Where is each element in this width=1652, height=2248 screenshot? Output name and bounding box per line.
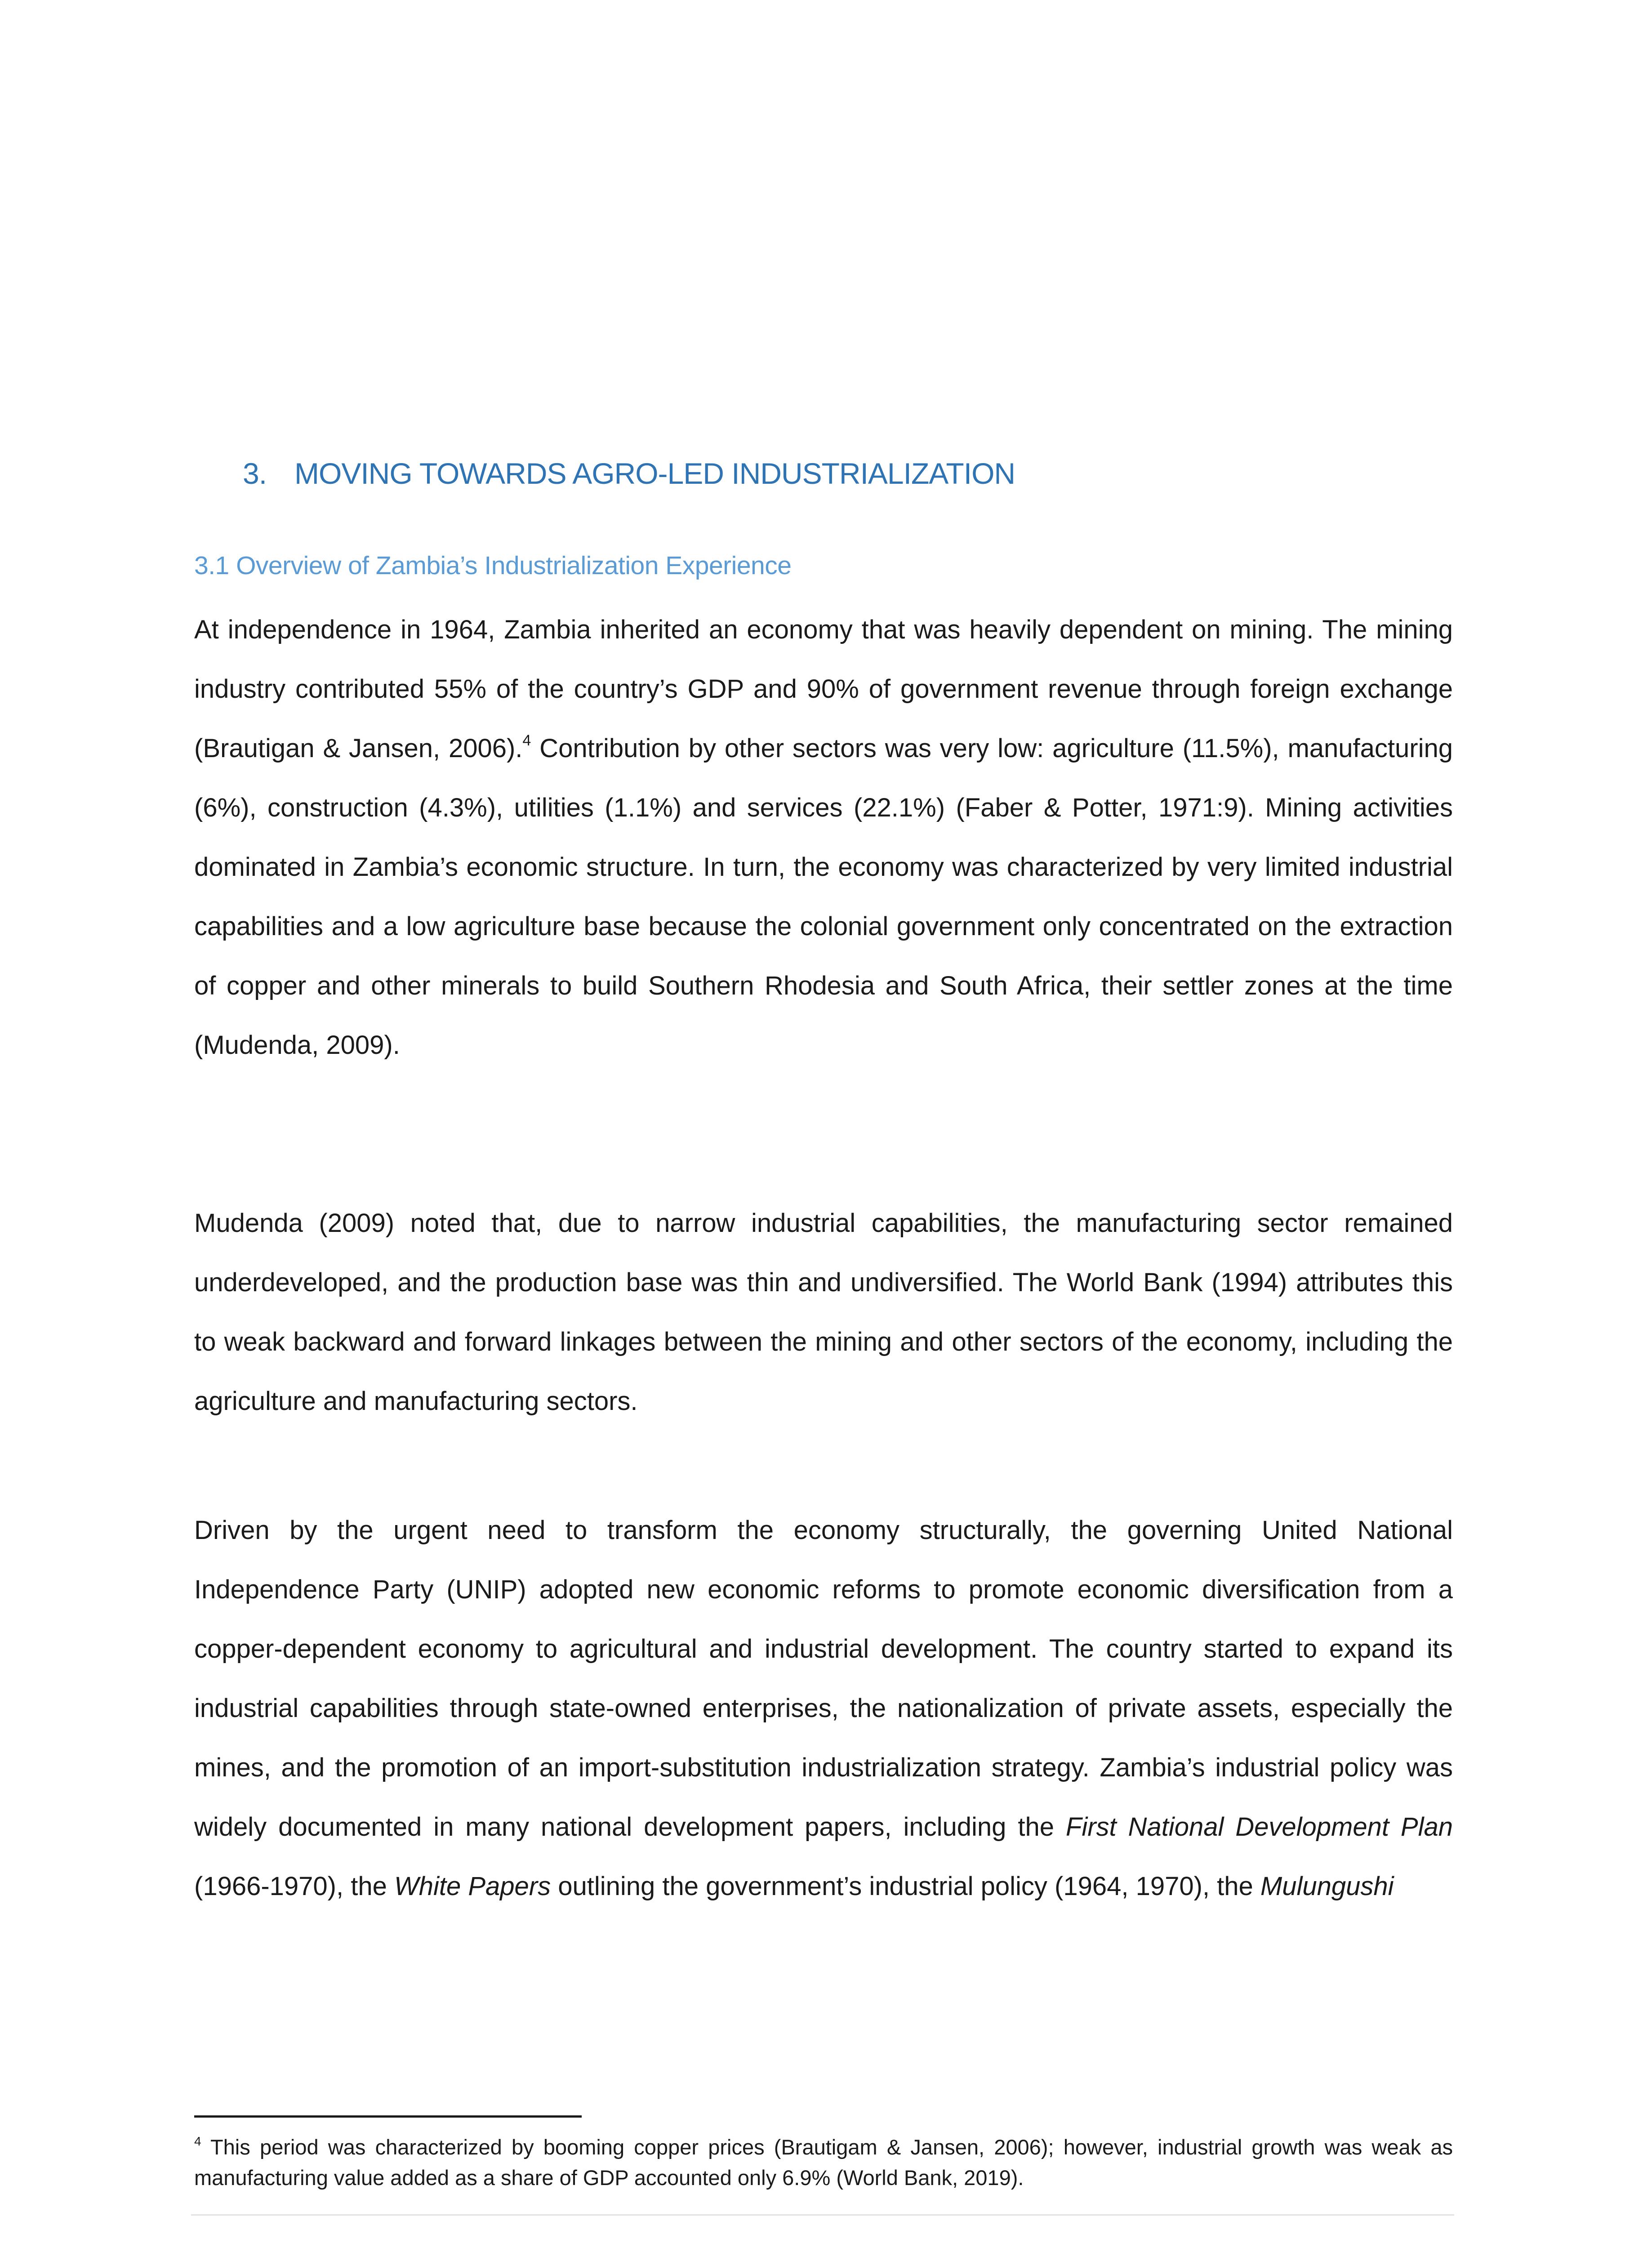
- paragraph-independence: [194, 600, 1453, 1075]
- document-title-italic: Mulungushi: [1260, 1872, 1394, 1901]
- paragraph-text: outlining the government’s industrial policy (1964, 1970), the: [551, 1872, 1260, 1901]
- paragraph-text: At independence in 1964, Zambia inherited an economy that was heavily dependent on mining. The mining industry contributed 55% of the country’s GDP and 90% of government revenue through foreign exchange (Brautigan & Jansen, 2006).: [194, 615, 1453, 763]
- page-divider: [191, 2214, 1454, 2216]
- footnote-text: This period was characterized by booming copper prices (Brautigam & Jansen, 2006); however, industrial growth was weak as manufacturing value added as a share of GDP accounted only 6.9% (World Bank, 2019).: [194, 2135, 1453, 2190]
- footnote-reference[interactable]: 4: [522, 732, 531, 749]
- section-heading: [243, 456, 1015, 491]
- footnote-number: 4: [194, 2134, 201, 2148]
- paragraph-text: Contribution by other sectors was very low: agriculture (11.5%), manufacturing (6%), construction (4.3%), utilities (1.1%) and services (22.1%) (Faber & Potter, 1971:9). Mining activities dominated in Zambia’s economic structure. In turn, the economy was characterized by very limited industrial capabilities and a low agriculture base because the colonial government only concentrated on the extraction of copper and other minerals to build Southern Rhodesia and South Africa, their settler zones at the time (Mudenda, 2009).: [194, 734, 1453, 1060]
- paragraph-manufacturing: Mudenda (2009) noted that, due to narrow industrial capabilities, the manufacturing sector remained underdeveloped, and the production base was thin and undiversified. The World Bank (1994) attributes this to weak backward and forward linkages between the mining and other sectors of the economy, including the agriculture and manufacturing sectors.: [194, 1209, 1453, 1416]
- document-title-italic: White Papers: [394, 1872, 551, 1901]
- section-number: 3.: [243, 457, 267, 490]
- paragraph-text: Driven by the urgent need to transform the economy structurally, the governing United National Independence Party (UNIP) adopted new economic reforms to promote economic diversification from a copper-dependent economy to agricultural and industrial development. The country started to expand its industrial capabilities through state-owned enterprises, the nationalization of private assets, especially the mines, and the promotion of an import-substitution industrialization strategy. Zambia’s industrial policy was widely documented in many national development papers, including the: [194, 1516, 1453, 1842]
- section-title: MOVING TOWARDS AGRO-LED INDUSTRIALIZATION: [294, 457, 1015, 490]
- document-title-italic: First National Development Plan: [1065, 1812, 1453, 1842]
- paragraph-text: (1966-1970), the: [194, 1872, 394, 1901]
- subsection-heading: 3.1 Overview of Zambia’s Industrialization Experience: [194, 551, 792, 580]
- footnote: [194, 2132, 1453, 2193]
- paragraph-reforms: [194, 1501, 1453, 1916]
- footnote-separator: [194, 2115, 582, 2118]
